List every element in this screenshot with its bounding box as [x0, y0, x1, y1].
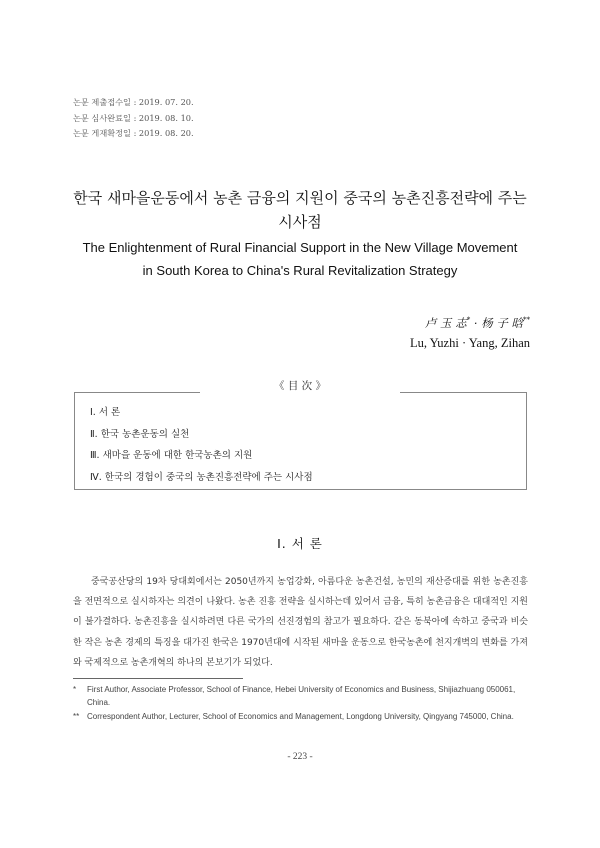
toc-item: Ⅳ. 한국의 경험이 중국의 농촌진흥전략에 주는 시사점	[90, 471, 313, 483]
authors-english: Lu, Yuzhi · Yang, Zihan	[409, 336, 530, 350]
footnote-mark: *	[73, 685, 77, 694]
title-english	[40, 236, 560, 282]
title-english-line-1: The Enlightenment of Rural Financial Support in the New Village Movement	[82, 240, 518, 255]
title-korean-line-1: 한국 새마을운동에서 농촌 금융의 지원이 중국의 농촌진흥전략에 주는	[73, 189, 527, 207]
authors-chinese	[425, 315, 530, 331]
date-submitted: 논문 제출접수일 : 2019. 07. 20.	[73, 97, 194, 107]
title-korean	[40, 186, 560, 234]
footnote-mark: **	[73, 712, 80, 721]
author-first-cn: 卢 玉 志	[424, 316, 467, 330]
submission-dates	[73, 95, 194, 142]
title-english-line-2: in South Korea to China's Rural Revitalization Strategy	[142, 263, 458, 278]
body-paragraph: 중국공산당의 19차 당대회에서는 2050년까지 농업강화, 아름다운 농촌건설, 농민의 재산증대를 위한 농촌진흥을 전면적으로 실시하자는 의견이 나왔다. 농촌 진흥 전략을 실시하는데 있어서 금융, 특히 농촌금융은 대대적인 지원이 불가결하다. 농촌진흥을 실시하려면 다른 국가의 선진경험의 참고가 필요하다. 같은 동북아에 속하고 중국과 비슷한 작은 농촌 경제의 특징을 대가진 한국은 1970년대에 시작된 새마을 운동으로 한국농촌에 천지개벽의 변화를 가져와 국제적으로 농촌개혁의 하나의 본보기가 되었다.	[73, 577, 528, 668]
author-second-mark: **	[523, 316, 530, 325]
footnote-divider	[73, 678, 243, 679]
footnote-text: First Author, Associate Professor, School of Finance, Hebei University of Economics and Business, Shijiazhuang 050061, China.	[87, 685, 516, 707]
footnote-text: Correspondent Author, Lecturer, School of Economics and Management, Longdong University, Qingyang 745000, China.	[87, 712, 514, 721]
date-reviewed: 논문 심사완료일 : 2019. 08. 10.	[73, 112, 194, 123]
toc-item: Ⅱ. 한국 농촌운동의 실천	[90, 428, 190, 440]
footnote	[73, 684, 529, 709]
toc-item: Ⅰ. 서 론	[90, 407, 121, 418]
date-accepted: 논문 게재확정일 : 2019. 08. 20.	[73, 128, 194, 138]
title-korean-line-2: 시사점	[278, 213, 322, 231]
author-separator: ·	[470, 316, 482, 330]
footnote	[73, 711, 529, 724]
toc-item: Ⅲ. 새마을 운동에 대한 한국농촌의 지원	[90, 450, 253, 461]
table-of-contents-list	[90, 402, 313, 488]
author-second-cn: 杨 子 晗	[481, 316, 523, 330]
section-heading: Ⅰ. 서 론	[277, 536, 323, 551]
table-of-contents-title: 《 目 次 》	[200, 378, 400, 393]
page-number: - 223 -	[287, 752, 313, 762]
footnotes	[73, 684, 529, 726]
author-first-mark: *	[466, 316, 471, 325]
